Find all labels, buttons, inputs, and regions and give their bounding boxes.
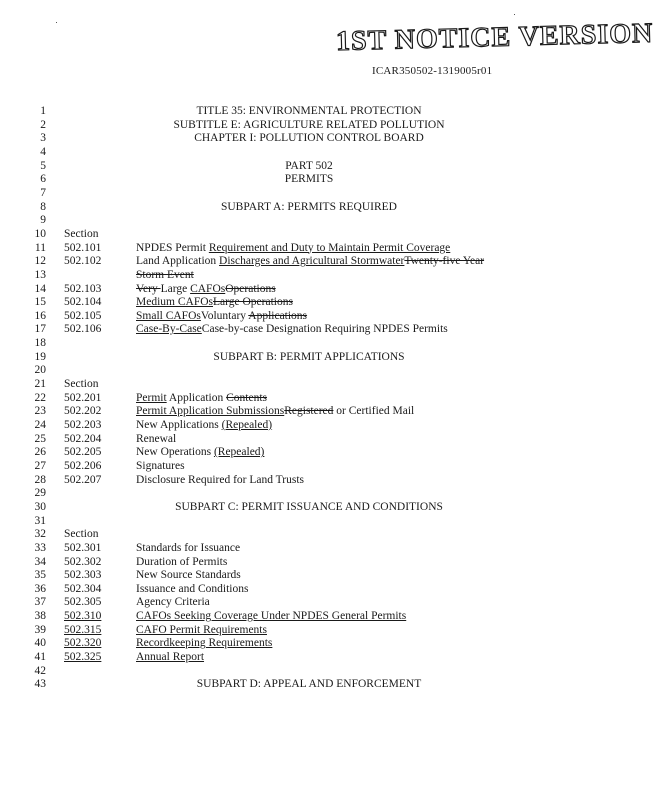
document-line xyxy=(0,418,618,432)
line-number: 11 xyxy=(34,241,46,254)
document-line xyxy=(0,254,618,268)
line-number: 39 xyxy=(34,623,46,636)
section-column-header: Section xyxy=(64,528,99,541)
notice-version-stamp: 1ST NOTICE VERSION xyxy=(335,17,654,58)
line-number: 20 xyxy=(34,364,46,377)
line-number: 31 xyxy=(34,514,46,527)
document-line xyxy=(0,322,618,336)
line-number: 27 xyxy=(34,459,46,472)
document-line xyxy=(0,527,618,541)
heading-text: PART 502 xyxy=(285,159,333,172)
line-number: 40 xyxy=(34,637,46,650)
deleted-text: Twenty-five Year xyxy=(404,255,485,268)
text-run: Large xyxy=(160,282,191,295)
line-number: 8 xyxy=(40,200,46,213)
heading-text: SUBPART A: PERMITS REQUIRED xyxy=(220,200,397,213)
section-title xyxy=(136,432,176,446)
document-line xyxy=(0,200,618,214)
line-number: 30 xyxy=(34,500,46,513)
text-run: or Certified Mail xyxy=(333,405,415,418)
line-number: 32 xyxy=(34,528,46,541)
section-title xyxy=(136,295,293,309)
section-number: 502.106 xyxy=(64,323,102,336)
document-line xyxy=(0,159,618,173)
text-run: Issuance and Conditions xyxy=(136,582,249,595)
inserted-text: Discharges and Agricultural Stormwater xyxy=(219,255,405,268)
scan-speck xyxy=(56,22,57,23)
text-run: Voluntary xyxy=(200,309,249,322)
section-title xyxy=(136,254,484,268)
document-line xyxy=(0,500,618,514)
section-title xyxy=(136,568,241,582)
document-line xyxy=(0,432,618,446)
section-title xyxy=(136,404,414,418)
section-number: 502.103 xyxy=(64,282,102,295)
section-title xyxy=(136,282,276,296)
line-number: 13 xyxy=(34,268,46,281)
text-run: Renewal xyxy=(136,432,177,445)
line-number: 1 xyxy=(40,105,46,117)
section-number: 502.202 xyxy=(64,405,102,418)
heading-text: CHAPTER I: POLLUTION CONTROL BOARD xyxy=(194,132,424,145)
section-number: 502.205 xyxy=(64,446,102,459)
inserted-text: (Repealed) xyxy=(213,446,265,459)
section-number: 502.301 xyxy=(64,541,102,554)
text-run: Signatures xyxy=(136,459,185,472)
section-number: 502.104 xyxy=(64,296,102,309)
document-line xyxy=(0,677,618,691)
section-title xyxy=(136,309,307,323)
heading-text: SUBTITLE E: AGRICULTURE RELATED POLLUTION xyxy=(173,118,445,131)
line-number: 2 xyxy=(40,118,46,131)
line-number: 24 xyxy=(34,418,46,431)
section-number: 502.315 xyxy=(64,623,102,636)
deleted-text: Contents xyxy=(226,391,267,404)
line-number: 16 xyxy=(34,309,46,322)
inserted-text: Permit xyxy=(136,391,167,404)
document-line xyxy=(0,118,618,132)
section-number: 502.204 xyxy=(64,432,102,445)
section-number: 502.201 xyxy=(64,391,102,404)
section-title xyxy=(136,473,304,487)
document-line xyxy=(0,241,618,255)
heading-text: SUBPART B: PERMIT APPLICATIONS xyxy=(213,350,405,363)
section-number: 502.302 xyxy=(64,555,102,568)
deleted-text: Large Operations xyxy=(213,296,293,309)
line-number: 42 xyxy=(34,664,46,677)
section-title xyxy=(136,595,210,609)
line-number: 5 xyxy=(40,159,46,172)
section-number: 502.304 xyxy=(64,582,102,595)
heading-text: TITLE 35: ENVIRONMENTAL PROTECTION xyxy=(196,105,422,117)
text-run: New Source Standards xyxy=(136,569,241,582)
inserted-text: (Repealed) xyxy=(221,418,273,431)
document-line xyxy=(0,609,618,623)
document-line xyxy=(0,336,618,350)
document-line xyxy=(0,555,618,569)
section-title xyxy=(136,582,248,596)
section-number: 502.206 xyxy=(64,459,102,472)
line-number: 4 xyxy=(40,145,46,158)
text-run: Land Application xyxy=(136,255,220,268)
section-title xyxy=(136,445,264,459)
document-line xyxy=(0,363,618,377)
document-line xyxy=(0,172,618,186)
line-number: 18 xyxy=(34,337,46,350)
line-number: 9 xyxy=(40,214,46,227)
line-number: 12 xyxy=(34,255,46,268)
line-number: 15 xyxy=(34,296,46,309)
document-line xyxy=(0,295,618,309)
section-title xyxy=(136,268,194,282)
line-number: 29 xyxy=(34,487,46,500)
deleted-text: Operations xyxy=(225,282,276,295)
section-title xyxy=(136,418,272,432)
line-number: 41 xyxy=(34,651,46,663)
line-number: 26 xyxy=(34,446,46,459)
inserted-text: CAFOs xyxy=(190,282,226,295)
section-title xyxy=(136,609,406,623)
section-title xyxy=(136,322,448,336)
section-number: 502.102 xyxy=(64,255,102,268)
text-run: Duration of Permits xyxy=(136,555,228,568)
document-line xyxy=(0,623,618,637)
section-number: 502.305 xyxy=(64,596,102,609)
text-run: Standards for Issuance xyxy=(136,541,241,554)
inserted-text: Requirement and Duty to Maintain Permit Coverage xyxy=(208,241,451,254)
document-line xyxy=(0,227,618,241)
text-run: New Operations xyxy=(136,446,214,459)
line-number: 17 xyxy=(34,323,46,336)
text-run: Agency Criteria xyxy=(136,596,210,609)
text-run: Application xyxy=(166,391,227,404)
document-line xyxy=(0,404,618,418)
inserted-text: Annual Report xyxy=(136,651,205,663)
document-line xyxy=(0,377,618,391)
line-number: 23 xyxy=(34,405,46,418)
document-line xyxy=(0,664,618,678)
document-line xyxy=(0,486,618,500)
document-line xyxy=(0,350,618,364)
section-title xyxy=(136,650,204,664)
section-number: 502.203 xyxy=(64,418,102,431)
section-column-header: Section xyxy=(64,378,99,390)
document-line xyxy=(0,445,618,459)
section-title xyxy=(136,241,450,255)
section-number: 502.101 xyxy=(64,241,102,254)
document-line xyxy=(0,268,618,282)
section-title xyxy=(136,391,267,405)
section-title xyxy=(136,555,227,569)
line-number: 43 xyxy=(34,678,46,691)
document-line xyxy=(0,650,618,664)
document-line xyxy=(0,595,618,609)
document-line xyxy=(0,459,618,473)
section-title xyxy=(136,636,272,650)
line-number: 7 xyxy=(40,186,46,199)
line-number: 3 xyxy=(40,132,46,145)
document-line xyxy=(0,213,618,227)
document-line xyxy=(0,541,618,555)
document-line xyxy=(0,391,618,405)
line-number: 25 xyxy=(34,432,46,445)
line-number: 38 xyxy=(34,610,46,622)
inserted-text: Recordkeeping Requirements xyxy=(136,637,273,650)
deleted-text: Registered xyxy=(284,405,334,418)
section-title xyxy=(136,459,185,473)
deleted-text: Storm Event xyxy=(136,268,194,281)
heading-text: SUBPART D: APPEAL AND ENFORCEMENT xyxy=(196,678,422,691)
deleted-text: Very xyxy=(136,282,161,295)
line-number: 37 xyxy=(34,596,46,609)
text-run: Disclosure Required for Land Trusts xyxy=(136,473,305,486)
document-line xyxy=(0,186,618,200)
section-number: 502.310 xyxy=(64,610,102,622)
line-number: 34 xyxy=(34,555,46,568)
document-line xyxy=(0,309,618,323)
section-number: 502.105 xyxy=(64,309,102,322)
heading-text: SUBPART C: PERMIT ISSUANCE AND CONDITIONS xyxy=(175,500,443,513)
section-number: 502.320 xyxy=(64,637,102,650)
document-line xyxy=(0,282,618,296)
line-number: 6 xyxy=(40,173,46,186)
section-column-header: Section xyxy=(64,227,99,240)
line-number: 19 xyxy=(34,350,46,363)
section-title xyxy=(136,623,267,637)
heading-text: PERMITS xyxy=(284,173,334,186)
line-number: 21 xyxy=(34,378,46,390)
document-line xyxy=(0,582,618,596)
document-line xyxy=(0,514,618,528)
line-number: 10 xyxy=(34,227,46,240)
inserted-text: Case-By-Case xyxy=(136,323,202,336)
line-number: 33 xyxy=(34,541,46,554)
section-number: 502.303 xyxy=(64,569,102,582)
section-number: 502.325 xyxy=(64,651,102,663)
text-run: Case-by-case Designation Requiring NPDES Permits xyxy=(201,323,448,336)
section-number: 502.207 xyxy=(64,473,102,486)
inserted-text: CAFO Permit Requirements xyxy=(136,623,267,636)
scan-speck xyxy=(514,14,515,15)
section-title xyxy=(136,541,240,555)
text-run: New Applications xyxy=(136,418,222,431)
inserted-text: Small CAFOs xyxy=(136,309,201,322)
document-line xyxy=(0,131,618,145)
line-number: 28 xyxy=(34,473,46,486)
document-line xyxy=(0,104,618,118)
line-number: 35 xyxy=(34,569,46,582)
deleted-text: Applications xyxy=(248,309,308,322)
line-number: 36 xyxy=(34,582,46,595)
document-id: ICAR350502-1319005r01 xyxy=(372,65,493,77)
line-number: 22 xyxy=(34,391,46,404)
document-line xyxy=(0,473,618,487)
document-line xyxy=(0,145,618,159)
document-line xyxy=(0,568,618,582)
inserted-text: Medium CAFOs xyxy=(136,296,213,309)
inserted-text: CAFOs Seeking Coverage Under NPDES General Permits xyxy=(136,610,407,622)
inserted-text: Permit Application Submissions xyxy=(136,405,285,418)
line-number: 14 xyxy=(34,282,46,295)
document-line xyxy=(0,636,618,650)
text-run: NPDES Permit xyxy=(136,241,209,254)
